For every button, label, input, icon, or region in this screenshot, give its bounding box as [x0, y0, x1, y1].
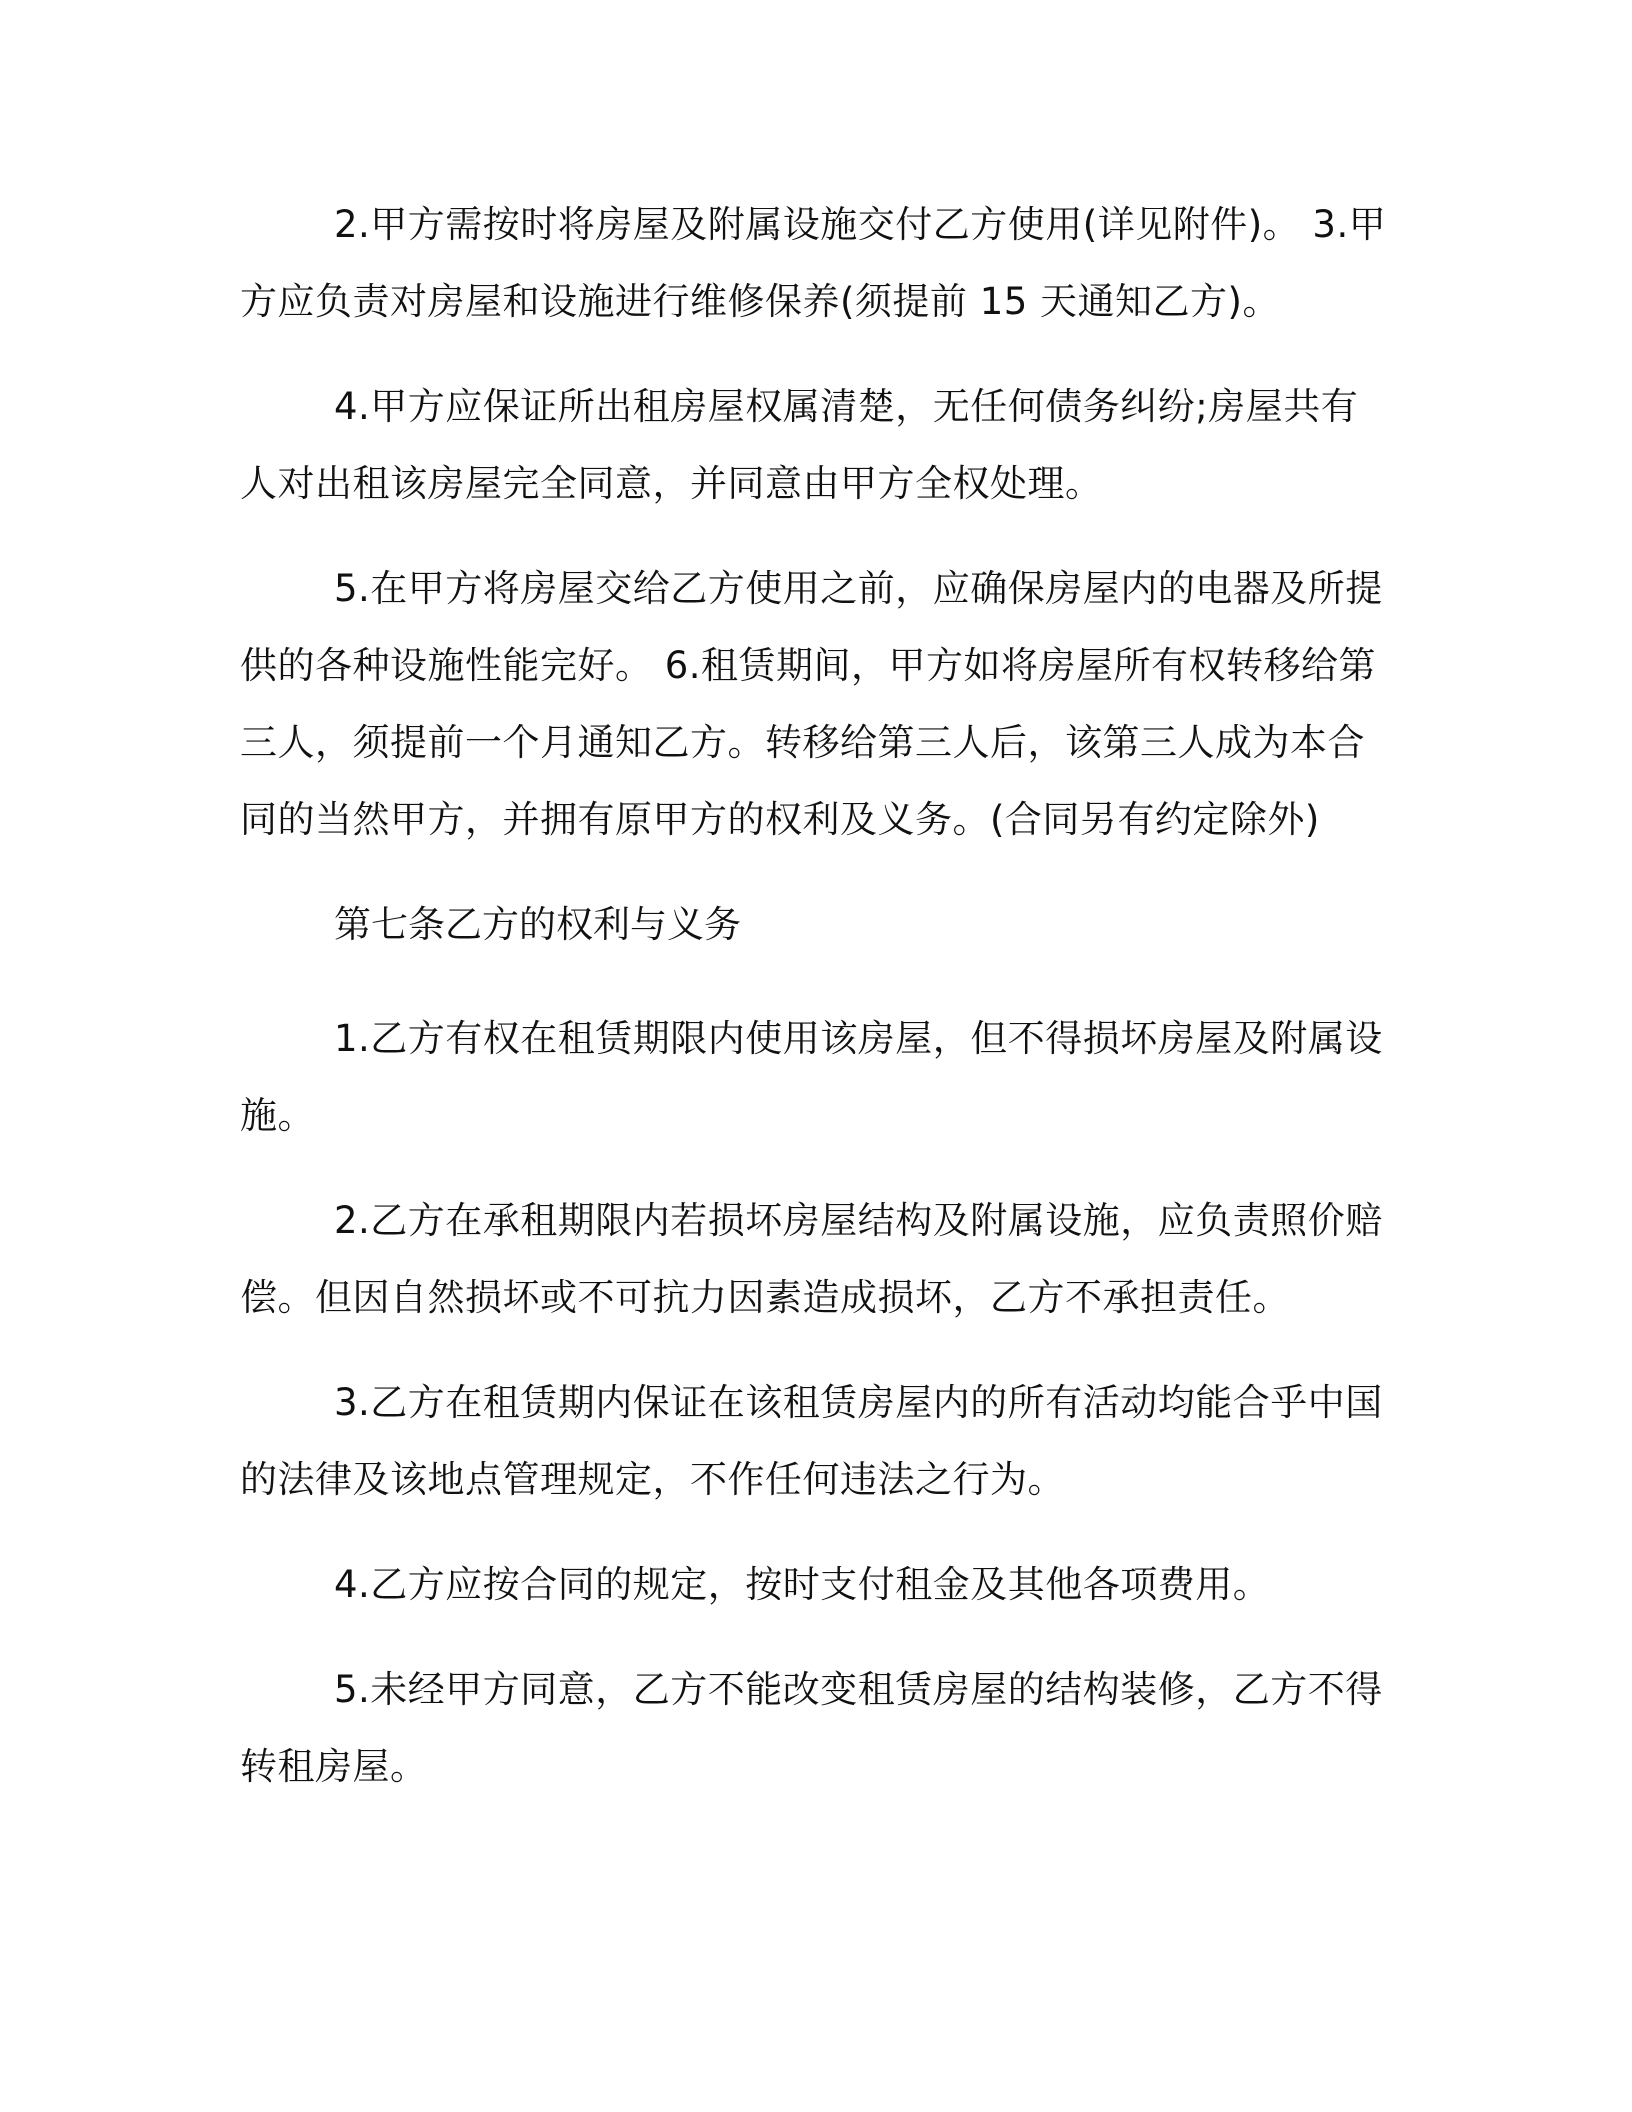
paragraph-tenant-payment: 4.乙方应按合同的规定，按时支付租金及其他各项费用。: [334, 1563, 1271, 1606]
section-heading-article-7: 第七条乙方的权利与义务: [334, 903, 741, 946]
paragraph-landlord-ownership: 4.甲方应保证所出租房屋权属清楚，无任何债务纠纷;房屋共有人对出租该房屋完全同意，并同意由甲方全权处理。: [240, 385, 1359, 505]
paragraph-landlord-delivery-maintenance: 2.甲方需按时将房屋及附属设施交付乙方使用(详见附件)。 3.甲方应负责对房屋和设施进行维修保养(须提前 15 天通知乙方)。: [240, 203, 1387, 323]
paragraph-tenant-use-right: 1.乙方有权在租赁期限内使用该房屋，但不得损坏房屋及附属设施。: [240, 1017, 1383, 1137]
paragraph-tenant-legal-compliance: 3.乙方在租赁期内保证在该租赁房屋内的所有活动均能合乎中国的法律及该地点管理规定，不作任何违法之行为。: [240, 1381, 1383, 1501]
paragraph-tenant-no-alteration: 5.未经甲方同意，乙方不能改变租赁房屋的结构装修，乙方不得转租房屋。: [240, 1668, 1383, 1788]
paragraph-landlord-facilities-transfer: 5.在甲方将房屋交给乙方使用之前，应确保房屋内的电器及所提供的各种设施性能完好。 6.租赁期间，甲方如将房屋所有权转移给第三人，须提前一个月通知乙方。转移给第三人后，该第三人成为本合同的当然甲方，并拥有原甲方的权利及义务。(合同另有约定除外): [240, 567, 1383, 841]
paragraph-tenant-damage-liability: 2.乙方在承租期限内若损坏房屋结构及附属设施，应负责照价赔偿。但因自然损坏或不可抗力因素造成损坏，乙方不承担责任。: [240, 1199, 1383, 1319]
document-body: [240, 186, 1390, 1805]
